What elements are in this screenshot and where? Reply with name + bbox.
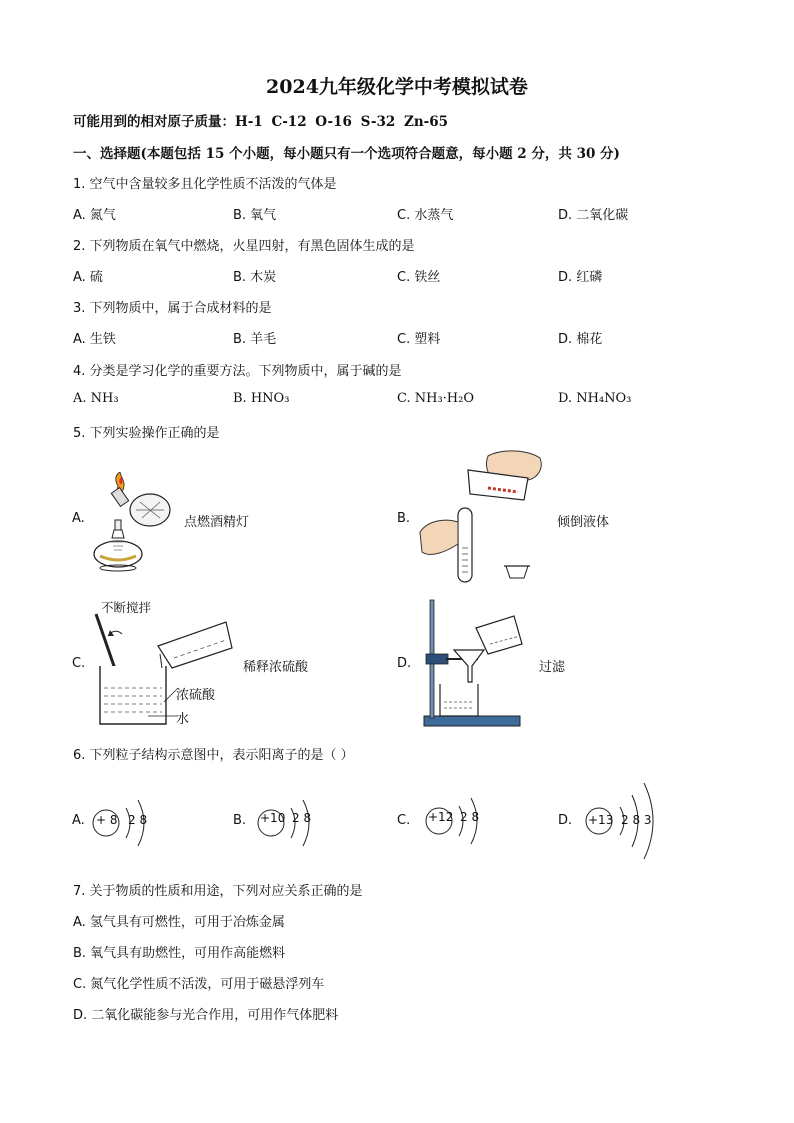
q5-letter-c: C. xyxy=(72,656,86,671)
question-6-stem: 6. 下列粒子结构示意图中，表示阳离子的是（ ） xyxy=(73,748,354,763)
q6-letter-d: D. xyxy=(558,813,573,828)
q5-label-conc-acid: 浓硫酸 xyxy=(176,688,216,703)
q5-letter-a: A. xyxy=(72,511,85,526)
nucleus-label: +10 xyxy=(260,811,286,825)
option-a: A. 硫 xyxy=(73,270,103,285)
nucleus-label: +12 xyxy=(428,810,454,824)
q5-label-water: 水 xyxy=(176,712,190,727)
q6-letter-c: C. xyxy=(397,813,411,828)
option-b: B. 木炭 xyxy=(233,270,277,285)
q7-option-a: A. 氢气具有可燃性，可用于冶炼金属 xyxy=(73,915,285,930)
alcohol-lamp-lighting-illustration xyxy=(90,472,175,577)
q5-caption-d: 过滤 xyxy=(539,660,566,675)
question-1-stem: 1. 空气中含量较多且化学性质不活泼的气体是 xyxy=(73,177,337,192)
question-4-options xyxy=(73,391,723,409)
option-b: B. 氧气 xyxy=(233,208,277,223)
question-2-stem: 2. 下列物质在氧气中燃烧，火星四射，有黑色固体生成的是 xyxy=(73,239,415,254)
question-2-options xyxy=(73,266,723,284)
option-b: B. HNO₃ xyxy=(233,391,290,406)
q7-option-b: B. 氧气具有助燃性，可用作高能燃料 xyxy=(73,946,286,961)
option-d: D. 二氧化碳 xyxy=(558,208,629,223)
question-1-options xyxy=(73,204,723,222)
pouring-liquid-illustration xyxy=(418,448,548,588)
shell-electrons: 2 8 xyxy=(460,810,480,824)
option-c: C. 铁丝 xyxy=(397,270,441,285)
shell-electrons: 2 8 3 xyxy=(621,813,652,827)
diluting-sulfuric-acid-illustration xyxy=(88,612,236,730)
option-d: D. 棉花 xyxy=(558,332,603,347)
q7-option-c: C. 氮气化学性质不活泼，可用于磁悬浮列车 xyxy=(73,977,325,992)
nucleus-label: +13 xyxy=(588,813,614,827)
q5-caption-c: 稀释浓硫酸 xyxy=(243,660,309,675)
option-d: D. 红磷 xyxy=(558,270,603,285)
q5-stir-label: 不断搅拌 xyxy=(101,600,152,615)
q7-option-d: D. 二氧化碳能参与光合作用，可用作气体肥料 xyxy=(73,1008,339,1023)
question-3-options xyxy=(73,328,723,346)
section-title: 一、选择题(本题包括 15 个小题，每小题只有一个选项符合题意，每小题 2 分，共 30 分) xyxy=(73,146,620,162)
question-7-stem: 7. 关于物质的性质和用途，下列对应关系正确的是 xyxy=(73,884,363,899)
question-5-stem: 5. 下列实验操作正确的是 xyxy=(73,426,220,441)
q5-letter-b: B. xyxy=(397,511,411,526)
shell-electrons: 2 8 xyxy=(128,813,148,827)
filtration-illustration xyxy=(418,598,530,730)
q5-caption-a: 点燃酒精灯 xyxy=(184,515,250,530)
q5-letter-d: D. xyxy=(397,656,412,671)
question-3-stem: 3. 下列物质中，属于合成材料的是 xyxy=(73,301,272,316)
nucleus-label: + 8 xyxy=(96,813,118,827)
option-c: C. 塑料 xyxy=(397,332,441,347)
page-title: 2024九年级化学中考模拟试卷 xyxy=(266,76,528,98)
q6-letter-a: A. xyxy=(72,813,85,828)
question-4-stem: 4. 分类是学习化学的重要方法。下列物质中，属于碱的是 xyxy=(73,364,402,379)
option-a: A. 生铁 xyxy=(73,332,116,347)
q6-letter-b: B. xyxy=(233,813,247,828)
atomic-masses-line: 可能用到的相对原子质量：H-1 C-12 O-16 S-32 Zn-65 xyxy=(73,114,449,130)
q5-caption-b: 倾倒液体 xyxy=(557,515,610,530)
option-d: D. NH₄NO₃ xyxy=(558,391,632,406)
option-a: A. NH₃ xyxy=(73,391,119,406)
option-b: B. 羊毛 xyxy=(233,332,277,347)
shell-electrons: 2 8 xyxy=(292,811,312,825)
option-a: A. 氮气 xyxy=(73,208,116,223)
option-c: C. NH₃·H₂O xyxy=(397,391,475,406)
option-c: C. 水蒸气 xyxy=(397,208,454,223)
